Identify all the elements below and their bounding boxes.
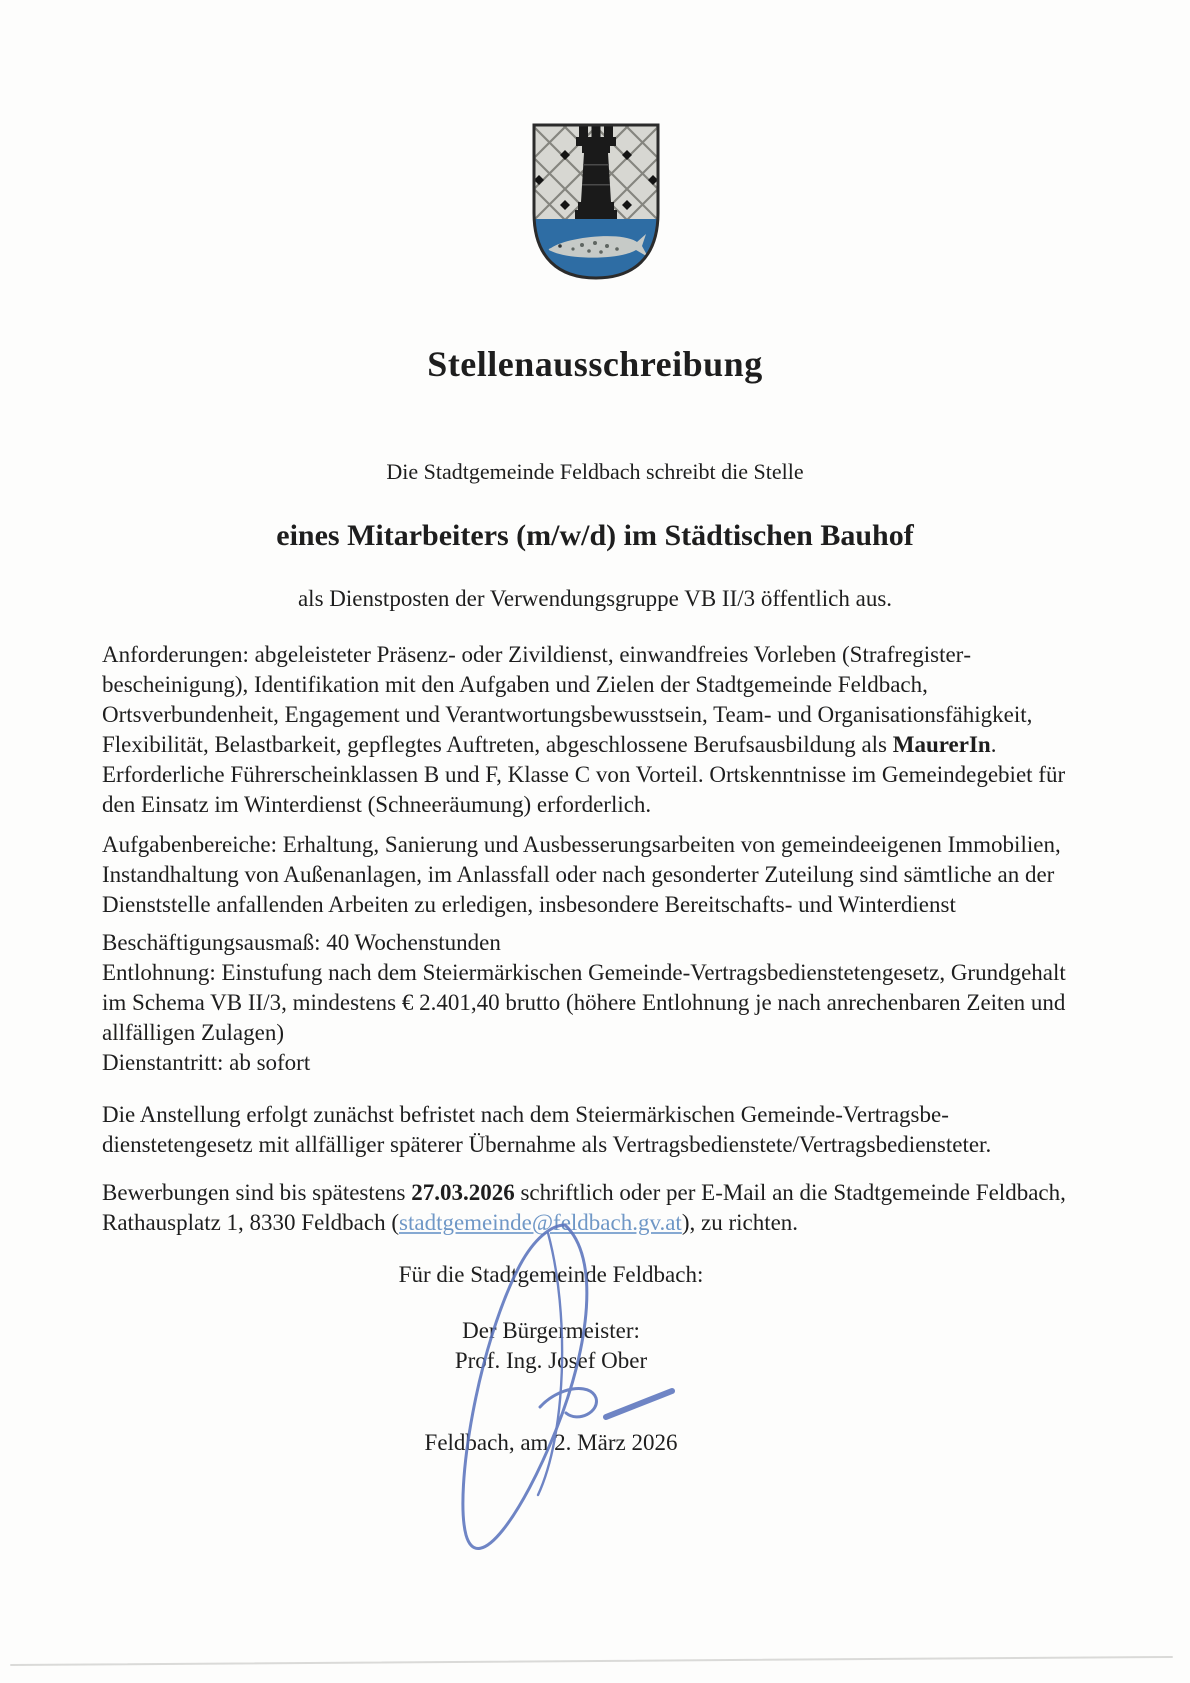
- page-edge-artifact: [10, 1656, 1173, 1666]
- pay-line: Entlohnung: Einstufung nach dem Steiermärkischen Gemeinde-Vertragsbedienstetengesetz, Grundgehalt im Schema VB II/3, mindestens € 2.401,40 brutto (höhere Entlohnung je nach anrechenbaren Zeiten und allfälligen Zulagen): [102, 960, 1066, 1045]
- contract-paragraph: Die Anstellung erfolgt zunächst befristet nach dem Steiermärkischen Gemeinde-Vertragsbedienstetengesetz mit allfälliger späterer Übernahme als Vertragsbedienstete/Vertragsbediensteter.: [102, 1102, 992, 1157]
- text-segment: ), zu richten.: [681, 1210, 799, 1235]
- employment-paragraph: [102, 928, 1088, 1078]
- closing-for-line: Für die Stadtgemeinde Feldbach:: [398, 1262, 704, 1287]
- email-link[interactable]: stadtgemeinde@feldbach.gv.at: [399, 1210, 682, 1235]
- deadline-date: 27.03.2026: [411, 1180, 515, 1205]
- document-body: [102, 0, 1088, 1458]
- application-paragraph: [102, 1178, 1088, 1238]
- duties-paragraph: Aufgabenbereiche: Erhaltung, Sanierung und Ausbesserungsarbeiten von gemeindeeigenen Immobilien, Instandhaltung von Außenanlagen, im Anlassfall oder nach gesonderter Zuteilung sind sämtliche an der Dienststelle anfallenden Arbeiten zu erledigen, insbesondere Bereitschafts- und Winterdienst: [102, 832, 1061, 917]
- closing-block: [58, 1260, 1044, 1458]
- place-date-line: Feldbach, am 2. März 2026: [424, 1430, 678, 1455]
- bold-profession: MaurerIn: [892, 732, 991, 757]
- hours-line: Beschäftigungsausmaß: 40 Wochenstunden: [102, 930, 501, 955]
- text-segment: schriftlich oder per E-Mail an die Stadtgemeinde Feldbach, Rathausplatz 1, 8330 Feldbach (: [102, 1180, 1066, 1235]
- text-segment: . Erforderliche Führerscheinklassen B und F, Klasse C von Vorteil. Ortskenntnisse im Gemeindegebiet für den Einsatz im Winterdienst (Schneeräumung) erforderlich.: [102, 732, 1066, 817]
- text-segment: Anforderungen: abgeleisteter Präsenz- oder Zivildienst, einwandfreies Vorleben (Strafregisterbescheinigung), Identifikation mit den Aufgaben und Zielen der Stadtgemeinde Feldbach, Ortsverbundenheit, Engagement und Verantwortungsbewusstsein, Team- und Organisationsfähigkeit, Flexibilität, Belastbarkeit, gepflegtes Auftreten, abgeschlossene Berufsausbildung als: [102, 642, 1033, 757]
- intro-line: Die Stadtgemeinde Feldbach schreibt die Stelle: [386, 459, 804, 484]
- closing-role-line: Der Bürgermeister:: [462, 1318, 640, 1343]
- text-segment: Bewerbungen sind bis spätestens: [102, 1180, 412, 1205]
- start-line: Dienstantritt: ab sofort: [102, 1050, 311, 1075]
- position-headline: eines Mitarbeiters (m/w/d) im Städtischen Bauhof: [276, 519, 914, 552]
- requirements-paragraph: [102, 640, 1088, 820]
- group-line: als Dienstposten der Verwendungsgruppe VB II/3 öffentlich aus.: [297, 586, 893, 611]
- page-title: Stellenausschreibung: [427, 344, 763, 384]
- signer-name: Prof. Ing. Josef Ober: [454, 1348, 648, 1373]
